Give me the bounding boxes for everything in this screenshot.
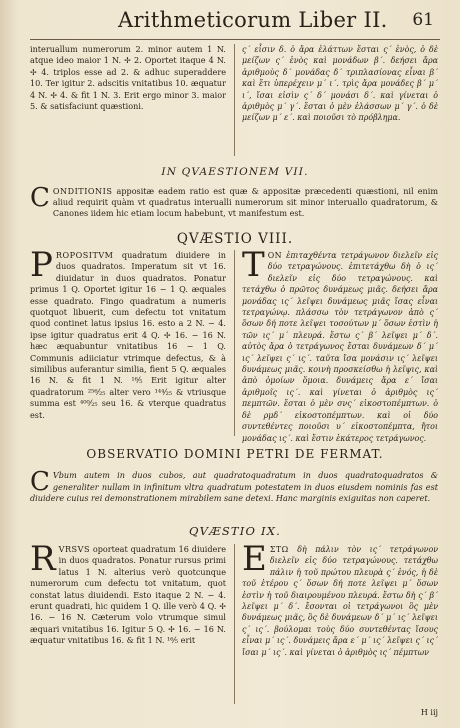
lead-word: VRSVS bbox=[58, 544, 90, 554]
drop-cap: C bbox=[30, 467, 50, 497]
intro-greek-column bbox=[242, 44, 438, 158]
quaestio-ix-latin-column bbox=[30, 539, 226, 706]
section-heading-quaestio-viii: QVÆSTIO VIII. bbox=[176, 231, 294, 247]
lead-word: ONDITIONIS bbox=[52, 186, 113, 196]
page-number: 61 bbox=[412, 10, 434, 30]
quaestio-viii-latin-text: quadratum diuidere in duos quadratos. Imperatum sit vt 16. diuidatur in duos quadratos. Ponatur primus 1 Q. Oportet igitur 16 − 1 Q. æquales esse quadrato. Fingo quadratum a numeris quotquot libuerit, cum defectu tot vnitatum quod continet latus ipsius 16. esto a 2 N. − 4. ipse igitur quadratus erit 4 Q. ✢ 16. − 16 N. hæc æquabuntur vnitatibus 16 − 1 Q. Communis adiiciatur vtrimque defectus, & à similibus auferantur similia, fient 5 Q. æquales 16 N. & fit 1 N. ¹⁶⁄₅ Erit igitur alter quadratorum ²⁵⁶⁄₂₅ alter vero ¹⁴⁴⁄₂₅ & vtriusque summa est ⁴⁰⁰⁄₂₅ seu 16. & vterque quadratus est. bbox=[30, 250, 226, 420]
drop-cap: Τ bbox=[242, 245, 265, 285]
lead-word: ΣΤΩ bbox=[269, 545, 289, 554]
column-divider bbox=[234, 544, 235, 704]
fermat-observation-text: Vbum autem in duos cubos, aut quadratoquadratum in duos quadratoquadratos & generaliter nullam in infinitum vltra quadratum potestatem in duos eiusdem nominis fas est diuidere cuius rei demonstrationem mirabilem sane detexi. Hanc marginis exiguitas non caperet. bbox=[30, 470, 438, 503]
fermat-observation bbox=[30, 467, 438, 518]
drop-cap: Ε bbox=[242, 539, 267, 579]
section-heading-in-quaestionem-vii: IN QVAESTIONEM VII. bbox=[161, 166, 309, 178]
intro-latin-column bbox=[30, 44, 226, 158]
quaestio-ix-greek-column bbox=[242, 539, 439, 704]
commentary-quaestio-vii bbox=[30, 183, 438, 226]
running-title: Arithmeticorum Liber II. bbox=[118, 8, 388, 32]
drop-cap: P bbox=[30, 245, 53, 285]
header-rule bbox=[30, 39, 440, 40]
intro-latin-text: interuallum numerorum 2. minor autem 1 N. atque ideo maior 1 N. ✢ 2. Oportet itaque 4 N. ✢ 4. triplos esse ad 2. & adhuc superaddere 10. Ter igitur 2. adscitis vnitatibus 10. æquatur 4 N. ✢ 4. & fit 1 N. 3. Erit ergo minor 3. maior 5. & satisfaciunt quæstioni. bbox=[30, 44, 226, 112]
lead-word: ROPOSITVM bbox=[55, 250, 114, 260]
observation-heading: OBSERVATIO DOMINI PETRI DE FERMAT. bbox=[86, 447, 384, 461]
lead-word: ΟΝ bbox=[267, 251, 283, 260]
quaestio-viii-greek-text: ἐπιταχθέντα τετράγωνον διελεῖν εἰς δύο τετραγώνους. ἐπιτετάχθω δὴ ὁ ις΄ διελεῖν εἰς δύο τετραγώνους. καὶ τετάχθω ὁ πρῶτος δυνάμεως μιᾶς. δεήσει ἄρα μονάδας ις΄ λεῖψει δυνάμεως μιᾶς ἴσας εἶναι τετραγώνῳ. πλάσσω τὸν τετράγωνον ἀπὸ ς΄ ὅσων δή ποτε λεῖψει τοσούτων μ΄ ὅσων ἐστὶν ἡ τῶν ις΄ μ΄ πλευρά. ἔστω ς΄ β΄ λεῖψει μ΄ δ΄. αὐτὸς ἄρα ὁ τετράγωνος ἔσται δυνάμεων δ΄ μ΄ ις΄ λεῖψει ς΄ ις΄. ταῦτα ἴσα μονάσιν ις΄ λεῖψει δυνάμεως μιᾶς. κοινὴ προσκείσθω ἡ λεῖψις, καὶ ἀπὸ ὁμοίων ὅμοια. δυνάμεις ἄρα ε΄ ἴσαι ἀριθμοῖς ις΄. καὶ γίνεται ὁ ἀριθμὸς ις΄ πεμπτῶν. ἔσται ὁ μὲν σνς΄ εἰκοστοπέμπτων. ὁ δὲ ρμδ΄ εἰκοστοπέμπτων. καὶ οἱ δύο συντεθέντες ποιοῦσι υ΄ εἰκοστοπέμπτα, ἤτοι μονάδας ις΄. καὶ ἔστιν ἑκάτερος τετράγωνος. bbox=[242, 251, 438, 443]
quaestio-viii-latin-column bbox=[30, 245, 226, 440]
section-heading-quaestio-ix: QVÆSTIO IX. bbox=[188, 524, 281, 538]
signature-mark: H iij bbox=[420, 708, 438, 717]
page-header bbox=[0, 2, 460, 38]
drop-cap: C bbox=[30, 183, 50, 213]
quaestio-ix-latin-text: oporteat quadratum 16 diuidere in duos quadratos. Ponatur rursus primi latus 1 N. alterius verò quotcunque numerorum cum defectu tot vnitatum, quot constat latus diuidendi. Esto itaque 2 N. − 4. erunt quadrati, hic quidem 1 Q. ille verò 4 Q. ✢ 16. − 16 N. Cæterum volo vtrumque simul æquari vnitatibus 16. Igitur 5 Q. ✢ 16. − 16 N. æquatur vnitatibus 16. & fit 1 N. ¹⁶⁄₅ erit bbox=[30, 544, 226, 646]
quaestio-viii-greek-column bbox=[242, 245, 438, 443]
commentary-text: appositæ eadem ratio est quæ & appositæ præcedenti quæstioni, nil enim aliud requirit quàm vt quadratus interualli numerorum sit minor interuallo quadratorum, & Canones iidem hic etiam locum habebunt, vt manifestum est. bbox=[52, 186, 438, 218]
column-divider bbox=[234, 44, 235, 156]
quaestio-ix-greek-text: δὴ πάλιν τὸν ις΄ τετράγωνον διελεῖν εἰς δύο τετραγώνους. τετάχθω πάλιν ἡ τοῦ πρώτου πλευρὰ ς΄ ἑνός, ἡ δὲ τοῦ ἑτέρου ς΄ ὅσων δή ποτε λεῖψει μ΄ ὅσων ἐστὶν ἡ τοῦ διαιρουμένου πλευρά. ἔστω δὴ ς΄ β΄ λεῖψει μ΄ δ΄. ἔσονται οἱ τετράγωνοι ὃς μὲν δυνάμεως μιᾶς, ὃς δὲ δυνάμεων δ΄ μ΄ ις΄ λεῖψει ς΄ ις΄. βούλομαι τοὺς δύο συντεθέντας ἴσους εἶναι μ΄ ις΄. δυνάμεις ἄρα ε΄ μ΄ ις΄ λεῖψει ς΄ ις΄ ἴσαι μ΄ ις΄. καὶ γίνεται ὁ ἀριθμὸς ις΄ πέμπτων bbox=[242, 545, 439, 657]
column-divider bbox=[234, 250, 235, 436]
intro-greek-text: ς΄ εἶσιν δ. ὁ ἄρα ἐλάττων ἔσται ς΄ ἑνὸς, ὁ δὲ μείζων ς΄ ἑνὸς καὶ μονάδων β΄. δεήσει ἄρα ἀριθμοὺς δ΄ μονάδας δ΄ τριπλασίονας εἶναι β΄ καὶ ἔτι ὑπερέχειν μ΄ ι΄. τρὶς ἄρα μονάδες β΄ μ΄ ι΄, ἴσαι εἰσὶν ς΄ δ΄ μονάσι δ΄. καὶ γίνεται ὁ ἀριθμὸς μ΄ γ΄. ἔσται ὁ μὲν ἐλάσσων μ΄ γ΄. ὁ δὲ μείζων μ΄ ε΄. καὶ ποιοῦσι τὸ πρόβλημα. bbox=[242, 45, 438, 123]
drop-cap: R bbox=[30, 539, 56, 579]
